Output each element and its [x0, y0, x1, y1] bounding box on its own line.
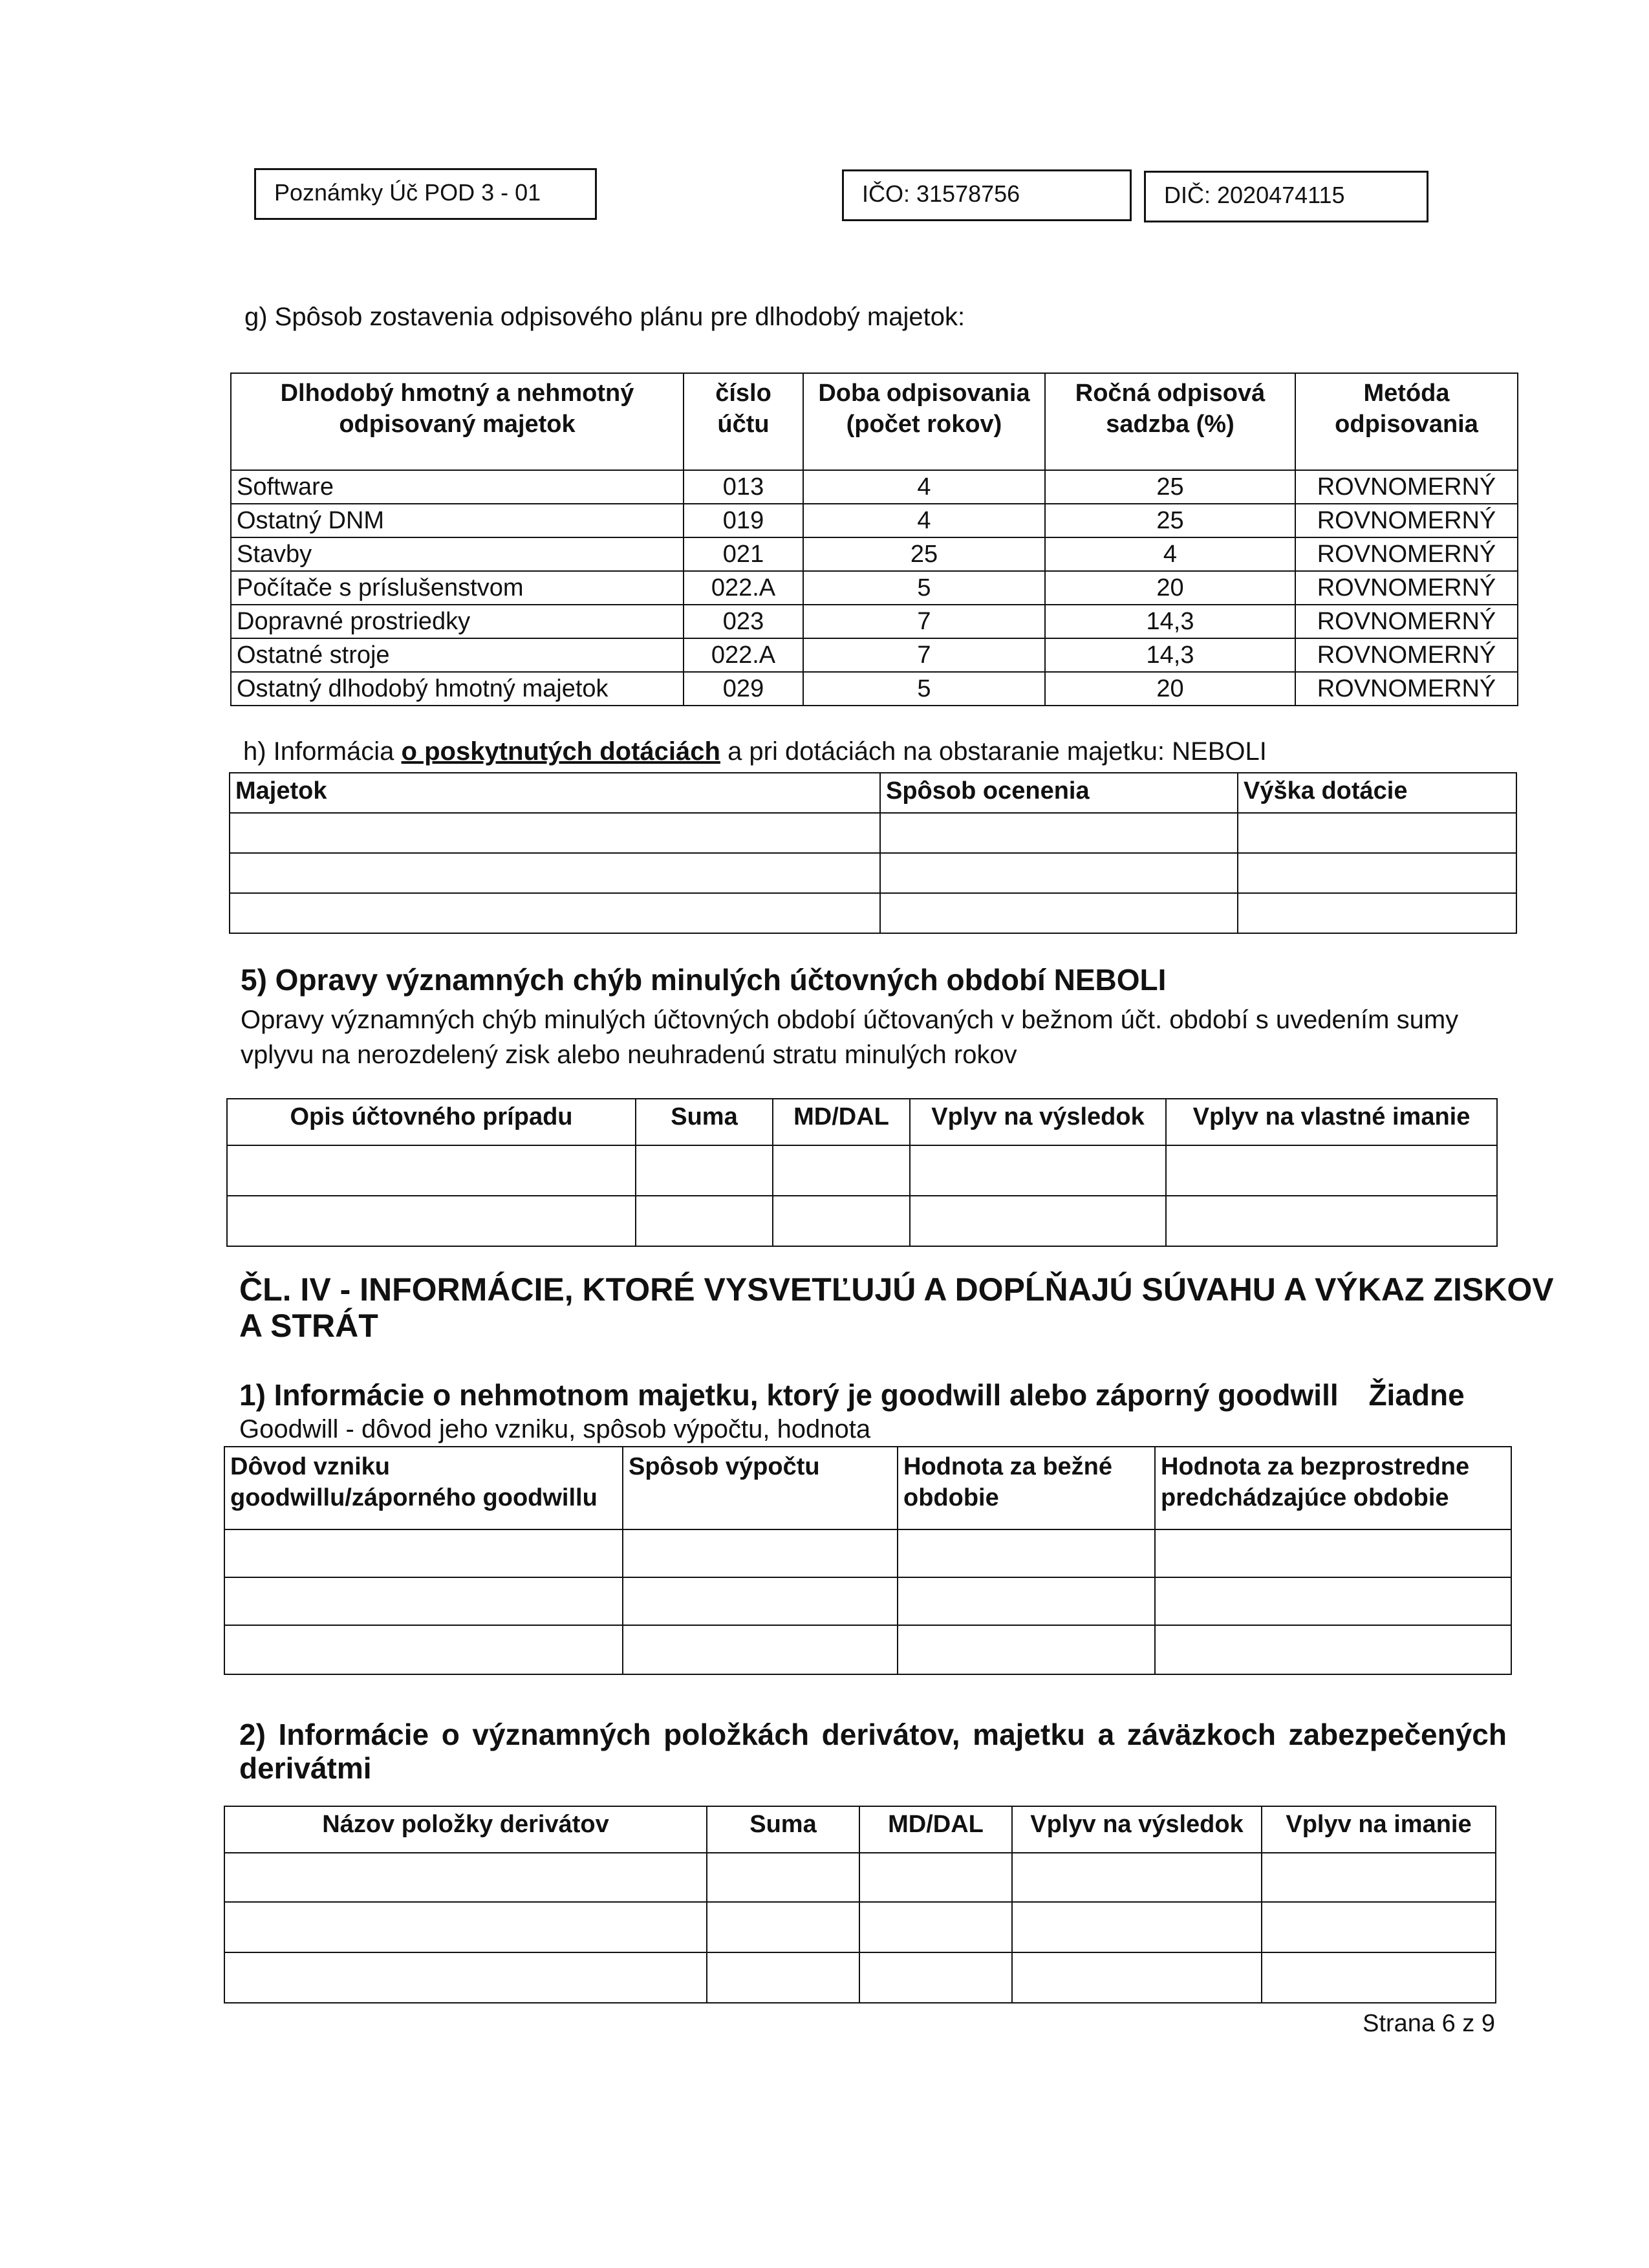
table-row [224, 1952, 1496, 2003]
annual-rate: 14,3 [1045, 605, 1295, 638]
section-h-bold: o poskytnutých dotáciách [401, 737, 720, 766]
asset-name: Ostatný DNM [231, 504, 684, 537]
asset-name: Počítače s príslušenstvom [231, 571, 684, 605]
section-5-title: 5) Opravy významných chýb minulých účtovných období NEBOLI [241, 963, 1167, 997]
table-row [230, 813, 1516, 853]
doc-label: Poznámky Úč POD 3 - 01 [274, 179, 541, 206]
col-account: číslo účtu [684, 373, 803, 470]
asset-name: Ostatný dlhodobý hmotný majetok [231, 672, 684, 706]
asset-name: Stavby [231, 537, 684, 571]
col-md-dal: MD/DAL [859, 1806, 1012, 1853]
col-property: Majetok [230, 773, 880, 813]
table-row [231, 470, 1518, 504]
table-row [231, 605, 1518, 638]
goodwill-table [224, 1446, 1512, 1675]
asset-name: Ostatné stroje [231, 638, 684, 672]
col-rate: Ročná odpisová sadzba (%) [1045, 373, 1295, 470]
period-years: 7 [803, 605, 1045, 638]
annual-rate: 20 [1045, 672, 1295, 706]
section-5-description: Opravy významných chýb minulých účtovných období účtovaných v bežnom účt. období s uvedením sumy vplyvu na nerozdelený zisk alebo neuhradenú stratu minulých rokov [241, 1006, 1459, 1069]
annual-rate: 20 [1045, 571, 1295, 605]
method: ROVNOMERNÝ [1295, 470, 1518, 504]
derivatives-table [224, 1806, 1496, 2003]
annual-rate: 4 [1045, 537, 1295, 571]
method: ROVNOMERNÝ [1295, 571, 1518, 605]
table-row [224, 1902, 1496, 1952]
period-years: 4 [803, 504, 1045, 537]
asset-name: Dopravné prostriedky [231, 605, 684, 638]
table-row [224, 1853, 1496, 1902]
table-row [231, 571, 1518, 605]
derivatives-header-row [224, 1806, 1496, 1853]
section-h-title [243, 737, 1267, 766]
section-2-title: 2) Informácie o významných položkách derivátov, majetku a záväzkoch zabezpečených derivátmi [239, 1718, 1507, 1785]
section-1-title [239, 1377, 1465, 1412]
section-g-title: g) Spôsob zostavenia odpisového plánu pre dlhodobý majetok: [244, 303, 965, 331]
method: ROVNOMERNÝ [1295, 672, 1518, 706]
method: ROVNOMERNÝ [1295, 638, 1518, 672]
subsidy-header-row [230, 773, 1516, 813]
col-period: Doba odpisovania (počet rokov) [803, 373, 1045, 470]
section-1-title-text: 1) Informácie o nehmotnom majetku, ktorý je goodwill alebo záporný goodwill [239, 1378, 1339, 1412]
method: ROVNOMERNÝ [1295, 605, 1518, 638]
annual-rate: 25 [1045, 504, 1295, 537]
period-years: 7 [803, 638, 1045, 672]
table-row [231, 537, 1518, 571]
col-amount: Suma [636, 1099, 773, 1145]
col-calculation-method: Spôsob výpočtu [623, 1447, 898, 1529]
section-h-prefix: h) Informácia [243, 737, 402, 766]
table-row [231, 504, 1518, 537]
account-number: 021 [684, 537, 803, 571]
section-1-subtitle: Goodwill - dôvod jeho vzniku, spôsob výpočtu, hodnota [239, 1415, 871, 1443]
col-amount: Suma [707, 1806, 859, 1853]
table-row [230, 853, 1516, 893]
col-result-impact: Vplyv na výsledok [1012, 1806, 1262, 1853]
ico-box [842, 169, 1132, 221]
col-asset: Dlhodobý hmotný a nehmotný odpisovaný majetok [231, 373, 684, 470]
account-number: 019 [684, 504, 803, 537]
method: ROVNOMERNÝ [1295, 537, 1518, 571]
ico-value: IČO: 31578756 [862, 180, 1020, 207]
subsidy-table [229, 772, 1517, 934]
period-years: 4 [803, 470, 1045, 504]
col-md-dal: MD/DAL [773, 1099, 910, 1145]
asset-name: Software [231, 470, 684, 504]
section-h-suffix: a pri dotáciách na obstaranie majetku: NEBOLI [720, 737, 1267, 766]
account-number: 013 [684, 470, 803, 504]
period-years: 25 [803, 537, 1045, 571]
account-number: 023 [684, 605, 803, 638]
dic-value: DIČ: 2020474115 [1164, 182, 1345, 208]
account-number: 029 [684, 672, 803, 706]
page-number: Strana 6 z 9 [1363, 2010, 1495, 2037]
col-description: Opis účtovného prípadu [227, 1099, 636, 1145]
depreciation-header-row [231, 373, 1518, 470]
doc-label-box [254, 168, 597, 220]
table-row [227, 1145, 1497, 1196]
col-subsidy-amount: Výška dotácie [1238, 773, 1516, 813]
chapter-iv-title: ČL. IV - INFORMÁCIE, KTORÉ VYSVETĽUJÚ A DOPĹŇAJÚ SÚVAHU A VÝKAZ ZISKOV A STRÁT [239, 1271, 1554, 1344]
dic-box [1144, 171, 1428, 222]
table-row [230, 893, 1516, 933]
col-previous-value: Hodnota za bezprostredne predchádzajúce obdobie [1155, 1447, 1511, 1529]
period-years: 5 [803, 571, 1045, 605]
method: ROVNOMERNÝ [1295, 504, 1518, 537]
table-row [231, 672, 1518, 706]
depreciation-table [230, 373, 1518, 706]
annual-rate: 25 [1045, 470, 1295, 504]
corrections-header-row [227, 1099, 1497, 1145]
table-row [224, 1577, 1511, 1625]
col-derivative-name: Názov položky derivátov [224, 1806, 707, 1853]
goodwill-header-row [224, 1447, 1511, 1529]
corrections-table [226, 1098, 1498, 1247]
account-number: 022.A [684, 638, 803, 672]
table-row [224, 1529, 1511, 1577]
col-valuation: Spôsob ocenenia [880, 773, 1238, 813]
section-1-status: Žiadne [1368, 1378, 1465, 1412]
col-equity-impact: Vplyv na vlastné imanie [1166, 1099, 1497, 1145]
period-years: 5 [803, 672, 1045, 706]
annual-rate: 14,3 [1045, 638, 1295, 672]
table-row [224, 1625, 1511, 1674]
col-goodwill-reason: Dôvod vzniku goodwillu/záporného goodwillu [224, 1447, 623, 1529]
account-number: 022.A [684, 571, 803, 605]
table-row [231, 638, 1518, 672]
col-result-impact: Vplyv na výsledok [910, 1099, 1166, 1145]
col-current-value: Hodnota za bežné obdobie [898, 1447, 1155, 1529]
table-row [227, 1196, 1497, 1246]
col-equity-impact: Vplyv na imanie [1262, 1806, 1496, 1853]
col-method: Metóda odpisovania [1295, 373, 1518, 470]
